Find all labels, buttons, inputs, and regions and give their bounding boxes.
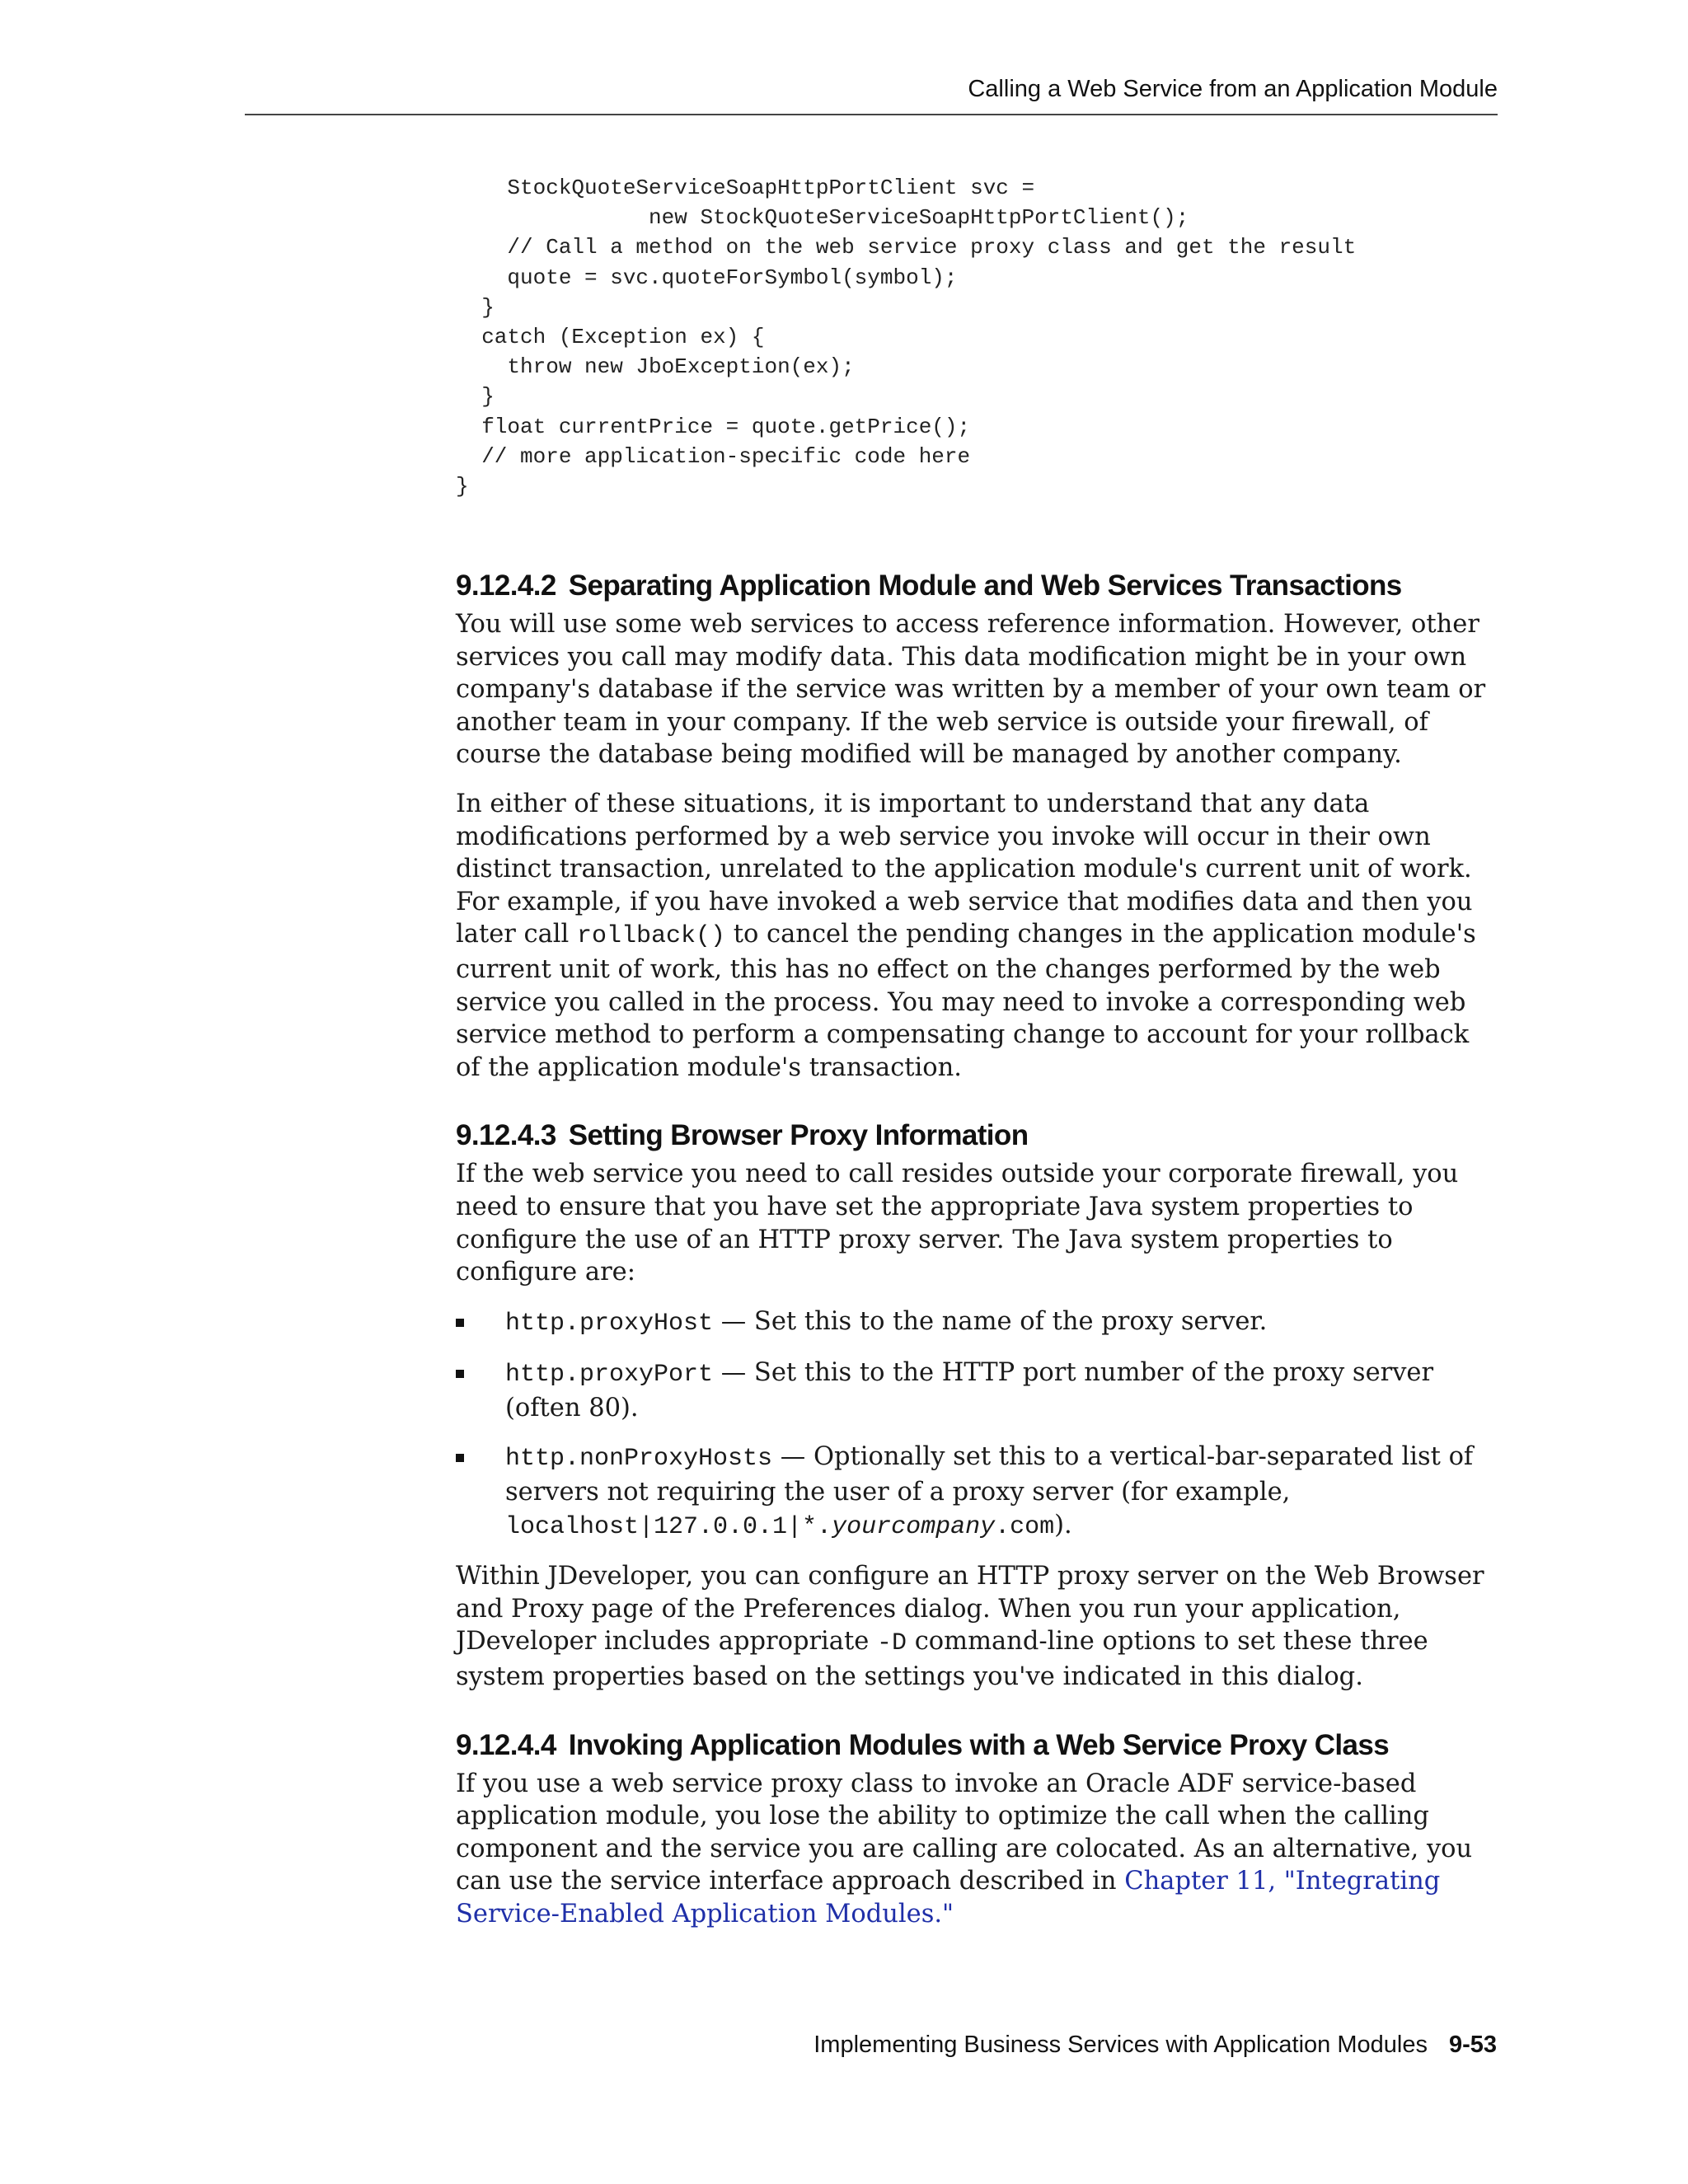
paragraph — [456, 788, 1496, 1084]
chapter-11-link[interactable]: Chapter 11, "Integrating Service-Enabled Application Modules." — [456, 1867, 1441, 1929]
bullet-icon — [456, 1370, 464, 1378]
code-line: StockQuoteServiceSoapHttpPortClient svc = — [456, 176, 1035, 200]
running-header: Calling a Web Service from an Application Module — [968, 76, 1498, 102]
code-line: float currentPrice = quote.getPrice(); — [456, 414, 971, 439]
code-line: catch (Exception ex) { — [456, 325, 765, 350]
inline-code: http.nonProxyHosts — [505, 1445, 773, 1474]
section-heading-9-12-4-2 — [456, 569, 1496, 603]
paragraph — [456, 1768, 1496, 1931]
text-run: — Set this to the name of the proxy server. — [713, 1306, 1268, 1336]
bullet-icon — [456, 1319, 464, 1327]
inline-code: -D — [877, 1629, 907, 1658]
section-number: 9.12.4.2 — [456, 569, 556, 602]
text-run: command-line options to set these three system properties based on the settings you've indicated in this dialog. — [456, 1627, 1428, 1692]
list-item — [456, 1441, 1496, 1544]
code-line: new StockQuoteServiceSoapHttpPortClient(); — [456, 205, 1189, 231]
inline-code — [505, 1513, 1054, 1541]
footer-title: Implementing Business Services with Application Modules — [814, 2032, 1428, 2058]
inline-code: http.proxyHost — [505, 1309, 714, 1338]
code-block — [456, 173, 1356, 501]
text-run: If you use a web service proxy class to invoke an Oracle ADF service-based application module, you lose the ability to optimize the call when the calling component and the service you are calling are colocated. As an alternative, you can use the service interface approach described in — [456, 1769, 1473, 1896]
list-item — [456, 1305, 1496, 1341]
list-item — [456, 1357, 1496, 1424]
main-content — [456, 569, 1496, 1947]
bullet-icon — [456, 1454, 464, 1462]
text-run: Within JDeveloper, you can configure an HTTP proxy server on the Web Browser and Proxy page of the Preferences dialog. When you run your application, JDeveloper includes appropriate — [456, 1562, 1484, 1657]
paragraph — [456, 1560, 1496, 1693]
inline-code: http.proxyPort — [505, 1361, 714, 1390]
text-run: In either of these situations, it is important to understand that any data modifications performed by a web service you invoke will occur in their own distinct transaction, unrelated to the application module's current unit of work. For example, if you have invoked a web service that modifies data and then you later call — [456, 789, 1473, 949]
text-run: — Set this to the HTTP port number of the proxy server (often 80). — [505, 1358, 1434, 1422]
code-line: throw new JboException(ex); — [456, 354, 855, 380]
section-heading-9-12-4-4 — [456, 1728, 1496, 1763]
section-number: 9.12.4.4 — [456, 1728, 556, 1761]
code-line: } — [456, 294, 495, 320]
code-run: .com — [995, 1512, 1055, 1541]
text-run: — Optionally set this to a vertical-bar-separated list of servers not requiring the user of a proxy server (for example, — [505, 1442, 1474, 1507]
page-number: 9-53 — [1448, 2032, 1497, 2058]
inline-code: rollback() — [577, 922, 726, 951]
code-line: // more application-specific code here — [456, 443, 971, 469]
paragraph: If the web service you need to call resides outside your corporate firewall, you need to ensure that you have set the appropriate Java system properties to configure the use of an HTTP proxy server. The Java system properties to configure are: — [456, 1160, 1459, 1287]
section-title: Invoking Application Modules with a Web Service Proxy Class — [568, 1728, 1390, 1761]
code-run-italic: yourcompany — [832, 1512, 996, 1541]
section-heading-9-12-4-3 — [456, 1118, 1496, 1153]
paragraph: You will use some web services to access reference information. However, other services you call may modify data. This data modification might be in your own company's database if the service was written by a member of your own team or another team in your company. If the web service is outside your firewall, of course the database being modified will be managed by another company. — [456, 610, 1486, 770]
code-line: } — [456, 474, 469, 499]
section-title: Setting Browser Proxy Information — [568, 1119, 1029, 1152]
code-line: quote = svc.quoteForSymbol(symbol); — [456, 265, 958, 290]
code-run: localhost|127.0.0.1|*. — [505, 1512, 832, 1541]
section-number: 9.12.4.3 — [456, 1119, 556, 1152]
text-run: ). — [1054, 1510, 1072, 1540]
section-title: Separating Application Module and Web Services Transactions — [568, 569, 1402, 602]
text-run: to cancel the pending changes in the application module's current unit of work, this has no effect on the changes performed by the web service you called in the process. You may need to invoke a corresponding web service method to perform a compensating change to account for your rollback of the application module's transaction. — [456, 920, 1476, 1082]
property-list — [456, 1305, 1496, 1544]
header-rule — [245, 114, 1498, 115]
running-footer — [814, 2032, 1497, 2059]
code-line: // Call a method on the web service proxy class and get the result — [456, 235, 1357, 260]
code-line: } — [456, 384, 495, 410]
